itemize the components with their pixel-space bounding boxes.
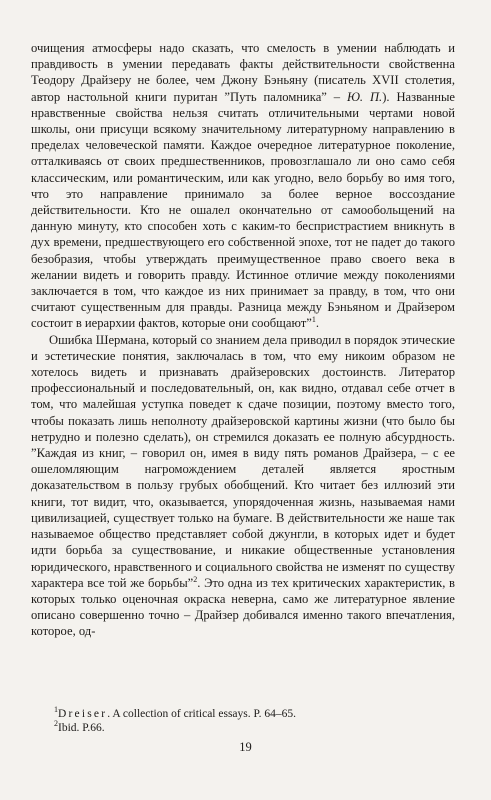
paragraph-1-text-c: .: [315, 316, 319, 331]
footnote-ref-1[interactable]: 1: [311, 315, 316, 325]
footnote-ref-2[interactable]: 2: [193, 574, 198, 584]
footnotes: [54, 707, 454, 735]
paragraph-1-text-b: ). Названные нравственные свойства нельзя считать отличительными чертами новой школы, они присущи всякому значительному литературному направлению в пределах человеческой памяти. Каждое очередное литературное поколение, отталкиваясь от своих предшественников, провозглашало ли оно само себя классическим, или романтическим, или как угодно, вело борьбу во имя того, что это направление принимало за более верное воссоздание действительности. Кто не ошалел окончательно от самообольщений на данную минуту, кто способен хоть с каким-то беспристрастием вникнуть в дух времени, предшествующего его собственной эпохе, тот не падет до такого безобразия, чтобы утверждать преимущественное право своего века в желании видеть и говорить правду. Истинное отличие между поколениями заключается в том, что каждое из них принимает за правду, в том, что они считают существенным для правды. Разница между Бэньяном и Драйзером состоит в иерархии фактов, которые они сообщают”: [31, 89, 456, 331]
footnote-1-text: . A collection of critical essays. P. 64–65.: [107, 708, 297, 720]
paragraph-2-text-a: Ошибка Шермана, который со знанием дела приводил в порядок этические и эстетические понятия, заключалась в том, что ему никоим образом не хотелось видеть и признавать драйзеровских достоинств. Литератор профессиональный и последовательный, он, как видно, отдавал себе отчет в том, что малейшая уступка поведет к сдаче позиции, поэтому вместо того, чтобы показать лишь неполноту драйзеровской картины жизни (что было бы нетрудно и полезно сделать), он стремился доказать ее полную абсурдность. ”Каждая из книг, – говорил он, имея в виду пять романов Драйзера, – с ее ошеломляющим нагромождением деталей является яростным доказательством в пользу грубых обобщений. Кто читает без иллюзий эти книги, тот видит, что, оказывается, упорядоченная жизнь, называемая нами цивилизацией, существует только на бумаге. В действительности же наше так называемое общество представляет собой джунгли, в которых идет и будет идти борьба за существование, и никакие общественные установления юридического, нравственного и социального свойства не изменят по существу характера все той же борьбы”: [31, 332, 455, 590]
footnote-1-author: Dreiser: [58, 708, 108, 720]
footnote-2: [54, 721, 454, 735]
paragraph-1-text-a: очищения атмосферы надо сказать, что смелость в умении наблюдать и правдивость в умении передавать факты действительности свойственна Теодору Драйзеру не более, чем Джону Бэньяну (писатель XVII столетия, автор настольной книги пуритан ”Путь паломника” –: [31, 41, 455, 104]
editor-note: Ю. П.: [346, 89, 383, 104]
footnote-2-number: 2: [54, 719, 58, 729]
footnote-1-number: 1: [54, 705, 58, 715]
footnote-1: [54, 707, 454, 721]
paragraph-2-text-b: . Это одна из тех критических характеристик, в которых только оценочная окраска неверна, само же литературное явление описано совершенно точно – Драйзер добивался именно такого впечатления, которое, од-: [31, 575, 455, 639]
paragraph-1: [31, 40, 455, 332]
footnote-2-text: Ibid. P.66.: [58, 722, 105, 734]
page-number: 19: [239, 740, 252, 754]
main-text: [31, 40, 455, 640]
paragraph-2: [31, 332, 455, 640]
